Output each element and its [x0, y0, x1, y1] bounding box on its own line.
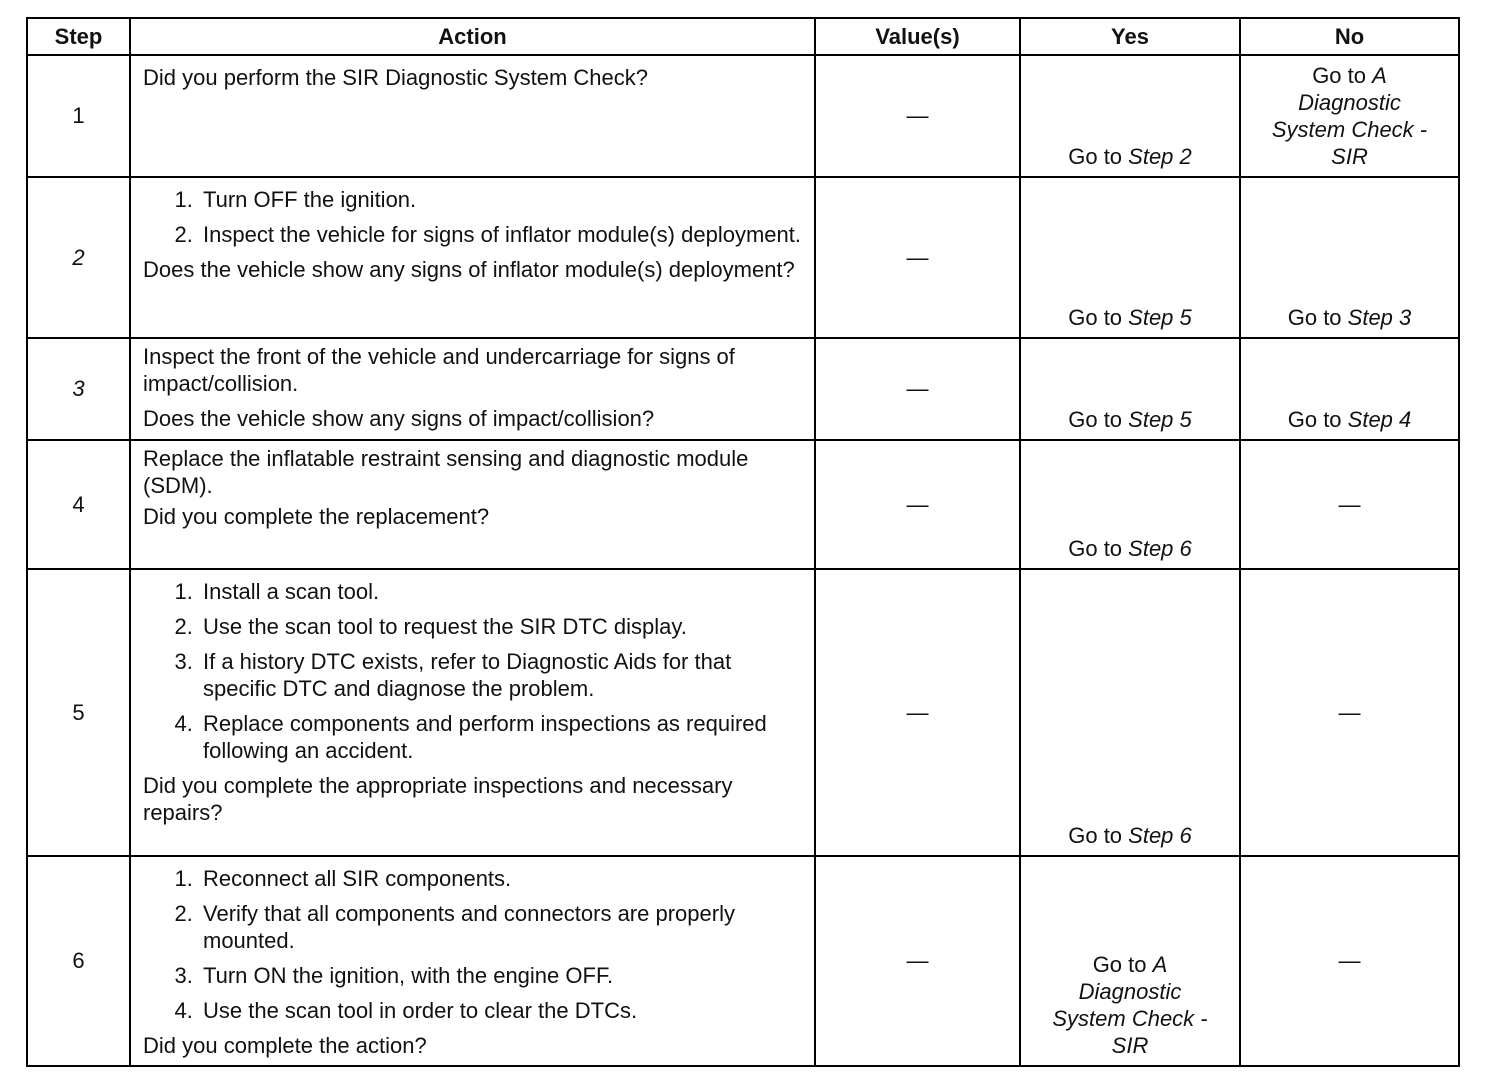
action-text: Inspect the front of the vehicle and undercarriage for signs of impact/collision. — [143, 344, 735, 396]
action-question: Did you complete the appropriate inspections and necessary repairs? — [143, 773, 733, 825]
value-cell — [815, 55, 1020, 177]
value-dash: — — [906, 244, 929, 270]
action-steps-list — [143, 186, 802, 248]
header-values: Value(s) — [815, 18, 1020, 55]
action-question: Does the vehicle show any signs of inflator module(s) deployment? — [143, 257, 795, 282]
action-question: Did you complete the replacement? — [143, 504, 490, 529]
no-dash: — — [1338, 699, 1361, 725]
no-prefix: Go to — [1287, 407, 1348, 432]
step-number: 4 — [27, 440, 130, 569]
yes-prefix: Go to — [1068, 536, 1129, 561]
no-link[interactable]: A Diagnostic System Check - SIR — [1271, 63, 1428, 169]
table-row — [27, 177, 1459, 338]
action-cell — [130, 55, 815, 177]
yes-link[interactable]: Step 5 — [1128, 305, 1192, 330]
value-cell — [815, 569, 1020, 856]
step-number: 2 — [27, 177, 130, 338]
header-no: No — [1240, 18, 1459, 55]
table-row — [27, 55, 1459, 177]
list-item: 1. Turn OFF the ignition. — [199, 186, 802, 213]
table-row — [27, 440, 1459, 569]
yes-prefix: Go to — [1092, 952, 1153, 977]
list-item: 1. Install a scan tool. — [199, 578, 802, 605]
action-question: Did you complete the action? — [143, 1033, 427, 1058]
action-question: Does the vehicle show any signs of impact/collision? — [143, 406, 655, 431]
header-yes: Yes — [1020, 18, 1240, 55]
value-dash: — — [906, 103, 929, 128]
no-dash: — — [1338, 948, 1361, 973]
list-item: 2. Use the scan tool to request the SIR DTC display. — [199, 613, 802, 640]
step-number: 3 — [27, 338, 130, 440]
action-cell — [130, 338, 815, 440]
action-cell — [130, 177, 815, 338]
yes-cell — [1020, 569, 1240, 856]
list-item: 3. Turn ON the ignition, with the engine OFF. — [199, 962, 802, 989]
step-number: 6 — [27, 856, 130, 1066]
yes-link[interactable]: Step 2 — [1128, 144, 1192, 169]
diagnostic-table — [26, 17, 1460, 1067]
action-text: Did you perform the SIR Diagnostic System Check? — [143, 65, 648, 90]
yes-prefix: Go to — [1068, 144, 1129, 169]
no-dash: — — [1338, 491, 1361, 517]
action-cell — [130, 440, 815, 569]
no-cell — [1240, 55, 1459, 177]
list-item: 1. Reconnect all SIR components. — [199, 865, 802, 892]
value-dash: — — [906, 948, 929, 973]
action-steps-list — [143, 865, 802, 1024]
no-cell — [1240, 569, 1459, 856]
value-dash: — — [906, 376, 929, 401]
table-row — [27, 338, 1459, 440]
action-text: Replace the inflatable restraint sensing and diagnostic module (SDM). — [143, 446, 749, 498]
header-row — [27, 18, 1459, 55]
yes-link[interactable]: Step 6 — [1128, 536, 1192, 561]
yes-link[interactable]: A Diagnostic System Check - SIR — [1052, 952, 1208, 1058]
no-link[interactable]: Step 3 — [1347, 305, 1412, 330]
table-row — [27, 569, 1459, 856]
action-cell — [130, 856, 815, 1066]
step-number: 1 — [27, 55, 130, 177]
value-dash: — — [906, 491, 929, 517]
table-row — [27, 856, 1459, 1066]
yes-link[interactable]: Step 5 — [1128, 407, 1192, 432]
value-cell — [815, 440, 1020, 569]
list-item: 4. Use the scan tool in order to clear the DTCs. — [199, 997, 802, 1024]
yes-prefix: Go to — [1068, 823, 1129, 848]
header-step: Step — [27, 18, 130, 55]
no-cell — [1240, 338, 1459, 440]
list-item: 2. Inspect the vehicle for signs of inflator module(s) deployment. — [199, 221, 802, 248]
no-cell — [1240, 177, 1459, 338]
no-cell — [1240, 440, 1459, 569]
yes-link[interactable]: Step 6 — [1128, 823, 1192, 848]
value-cell — [815, 856, 1020, 1066]
value-cell — [815, 177, 1020, 338]
list-item: 2. Verify that all components and connectors are properly mounted. — [199, 900, 802, 954]
value-cell — [815, 338, 1020, 440]
yes-prefix: Go to — [1068, 305, 1129, 330]
yes-prefix: Go to — [1068, 407, 1129, 432]
yes-cell — [1020, 338, 1240, 440]
yes-cell — [1020, 440, 1240, 569]
no-prefix: Go to — [1287, 305, 1348, 330]
no-cell — [1240, 856, 1459, 1066]
list-item: 4. Replace components and perform inspections as required following an accident. — [199, 710, 802, 764]
yes-cell — [1020, 177, 1240, 338]
header-action: Action — [130, 18, 815, 55]
yes-cell — [1020, 856, 1240, 1066]
value-dash: — — [906, 699, 929, 725]
list-item: 3. If a history DTC exists, refer to Diagnostic Aids for that specific DTC and diagnose the problem. — [199, 648, 802, 702]
no-link[interactable]: Step 4 — [1347, 407, 1412, 432]
yes-cell — [1020, 55, 1240, 177]
no-prefix: Go to — [1312, 63, 1373, 88]
step-number: 5 — [27, 569, 130, 856]
action-cell — [130, 569, 815, 856]
action-steps-list — [143, 578, 802, 764]
